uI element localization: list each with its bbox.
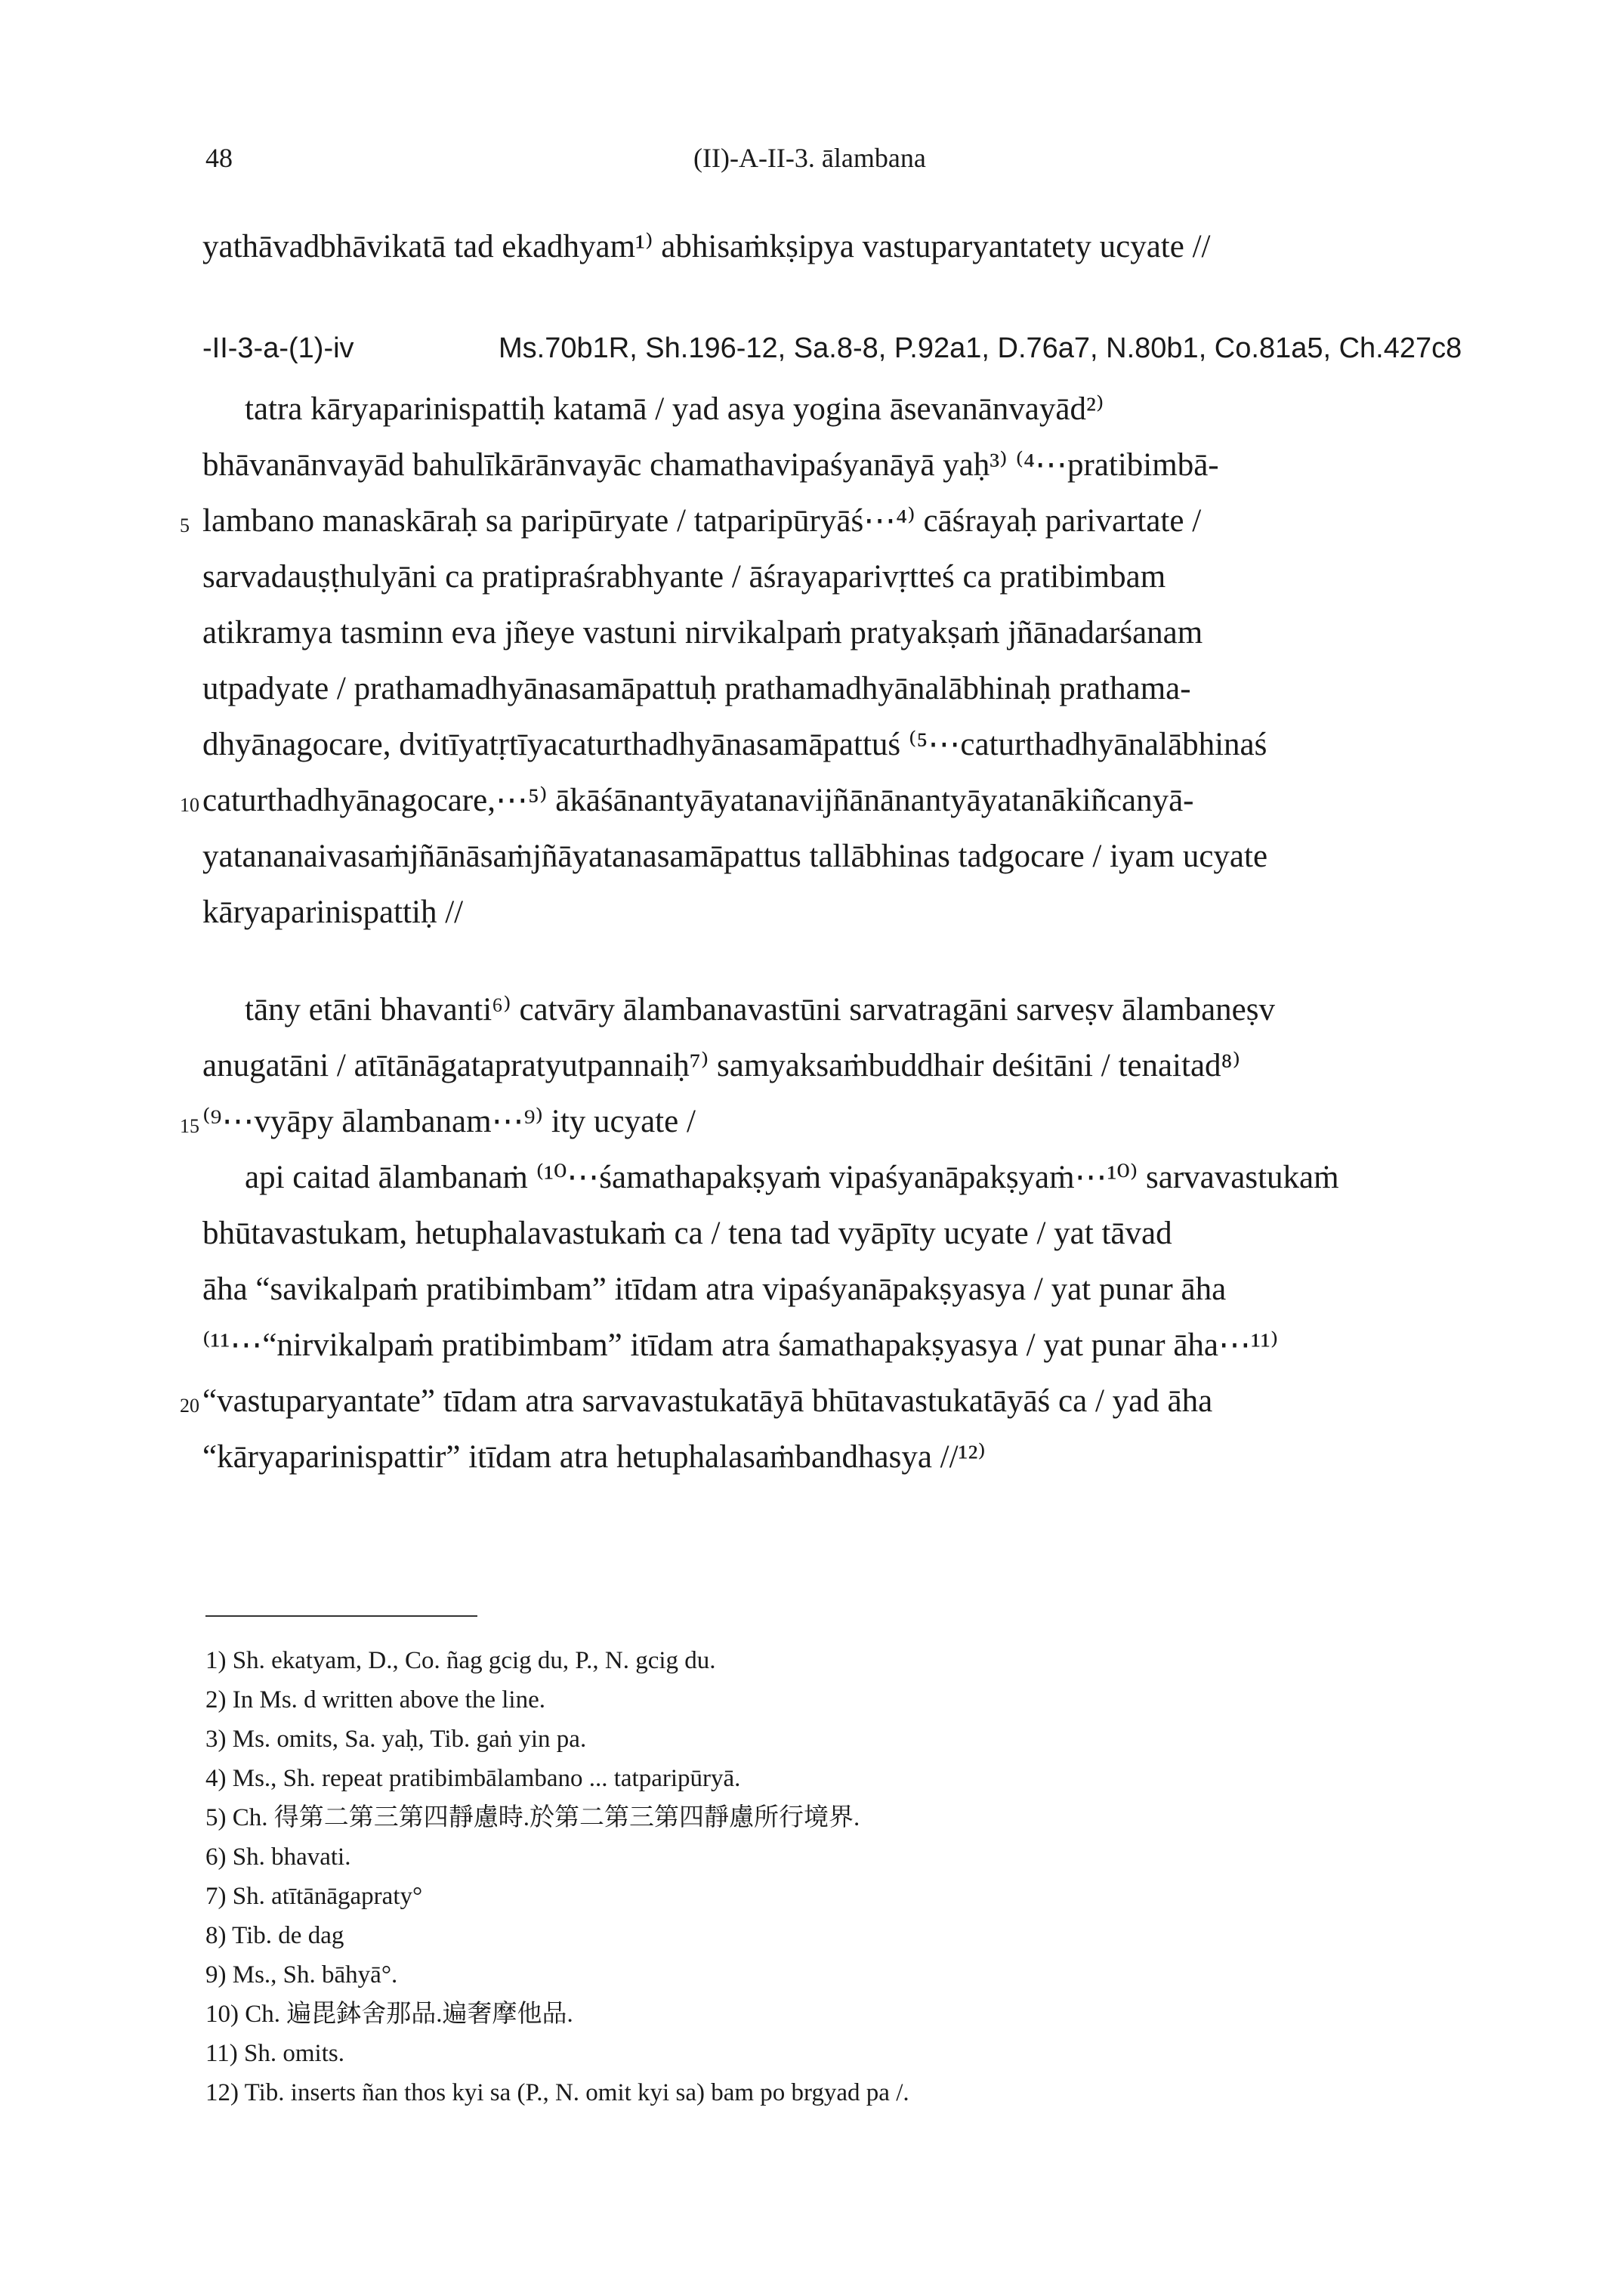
text-line: tāny etāni bhavanti⁶⁾ catvāry ālambanavastūni sarvatragāni sarveṣv ālambaneṣv	[245, 992, 1275, 1027]
text-line	[180, 773, 1441, 829]
text-line: atikramya tasminn eva jñeye vastuni nirvikalpaṁ pratyakṣaṁ jñānadarśanam	[202, 615, 1203, 650]
text-line: anugatāni / atītānāgatapratyutpannaiḥ⁷⁾ samyaksaṁbuddhair deśitāni / tenaitad⁸⁾	[202, 1048, 1241, 1083]
text-line: dhyānagocare, dvitīyatṛtīyacaturthadhyānasamāpattuś ⁽⁵⋯caturthadhyānalābhinaś	[202, 727, 1267, 762]
text-line: tatra kāryaparinispattiḥ katamā / yad asya yogina āsevanānvayād²⁾	[245, 391, 1104, 427]
text-line-content: caturthadhyānagocare,⋯⁵⁾ ākāśānantyāyatanavijñānānantyāyatanākiñcanyā-	[202, 783, 1194, 818]
footnote: 9) Ms., Sh. bāhyā°.	[205, 1961, 398, 1989]
footnote: 11) Sh. omits.	[205, 2040, 344, 2067]
paragraph-1	[180, 382, 1441, 941]
footnote-divider	[205, 1615, 477, 1617]
text-line: ⁽¹¹⋯“nirvikalpaṁ pratibimbam” itīdam atra śamathapakṣyasya / yat punar āha⋯¹¹⁾	[202, 1327, 1279, 1363]
footnote: 2) In Ms. d written above the line.	[205, 1686, 545, 1714]
footnote: 6) Sh. bhavati.	[205, 1843, 351, 1871]
text-line: bhāvanānvayād bahulīkārānvayāc chamathavipaśyanāyā yaḥ³⁾ ⁽⁴⋯pratibimbā-	[202, 447, 1219, 483]
text-line: utpadyate / prathamadhyānasamāpattuḥ prathamadhyānalābhinaḥ prathama-	[202, 671, 1191, 706]
text-line: yatananaivasaṁjñānāsaṁjñāyatanasamāpattus tallābhinas tadgocare / iyam ucyate	[202, 839, 1268, 874]
line-number: 20	[180, 1395, 199, 1417]
line-number: 10	[180, 794, 199, 816]
text-line	[180, 1094, 1441, 1150]
footnote: 4) Ms., Sh. repeat pratibimbālambano ... tatparipūryā.	[205, 1765, 741, 1792]
text-line: bhūtavastukam, hetuphalavastukaṁ ca / tena tad vyāpīty ucyate / yat tāvad	[202, 1216, 1172, 1251]
text-line-content: ⁽⁹⋯vyāpy ālambanam⋯⁹⁾ ity ucyate /	[202, 1104, 696, 1139]
text-line	[180, 493, 1441, 549]
text-line: yathāvadbhāvikatā tad ekadhyam¹⁾ abhisaṁkṣipya vastuparyantatety ucyate //	[202, 229, 1211, 264]
footnotes	[205, 1641, 1444, 2112]
page-number: 48	[205, 143, 233, 173]
line-number: 15	[180, 1115, 199, 1137]
line-number: 5	[180, 515, 190, 536]
top-text	[202, 219, 1441, 275]
section-id: -II-3-a-(1)-iv	[202, 332, 354, 364]
text-line: āha “savikalpaṁ pratibimbam” itīdam atra vipaśyanāpakṣyasya / yat punar āha	[202, 1272, 1227, 1307]
text-line	[180, 1374, 1441, 1429]
text-line: kāryaparinispattiḥ //	[202, 895, 464, 930]
text-line: “kāryaparinispattir” itīdam atra hetuphalasaṁbandhasya //¹²⁾	[202, 1439, 986, 1475]
footnote: 10) Ch. 遍毘鉢舍那品.遍奢摩他品.	[205, 2001, 573, 2028]
footnote: 3) Ms. omits, Sa. yaḥ, Tib. gaṅ yin pa.	[205, 1726, 587, 1753]
text-line-content: lambano manaskāraḥ sa paripūryate / tatparipūryāś⋯⁴⁾ cāśrayaḥ parivartate /	[202, 503, 1202, 539]
footnote: 5) Ch. 得第二第三第四靜慮時.於第二第三第四靜慮所行境界.	[205, 1804, 860, 1831]
footnote: 8) Tib. de dag	[205, 1922, 344, 1949]
footnote: 1) Sh. ekatyam, D., Co. ñag gcig du, P., N. gcig du.	[205, 1647, 716, 1674]
text-line: api caitad ālambanaṁ ⁽¹⁰⋯śamathapakṣyaṁ vipaśyanāpakṣyaṁ⋯¹⁰⁾ sarvavastukaṁ	[245, 1160, 1339, 1195]
footnote: 7) Sh. atītānāgapraty°	[205, 1883, 423, 1910]
text-line: sarvadauṣṭhulyāni ca pratipraśrabhyante / āśrayaparivṛtteś ca pratibimbam	[202, 559, 1166, 595]
running-title: (II)-A-II-3. ālambana	[693, 143, 926, 173]
text-line-content: “vastuparyantate” tīdam atra sarvavastukatāyā bhūtavastukatāyāś ca / yad āha	[202, 1383, 1213, 1419]
section-references: Ms.70b1R, Sh.196-12, Sa.8-8, P.92a1, D.76a7, N.80b1, Co.81a5, Ch.427c8	[499, 332, 1462, 364]
footnote: 12) Tib. inserts ñan thos kyi sa (P., N. omit kyi sa) bam po brgyad pa /.	[205, 2079, 909, 2106]
paragraph-2	[180, 982, 1441, 1485]
